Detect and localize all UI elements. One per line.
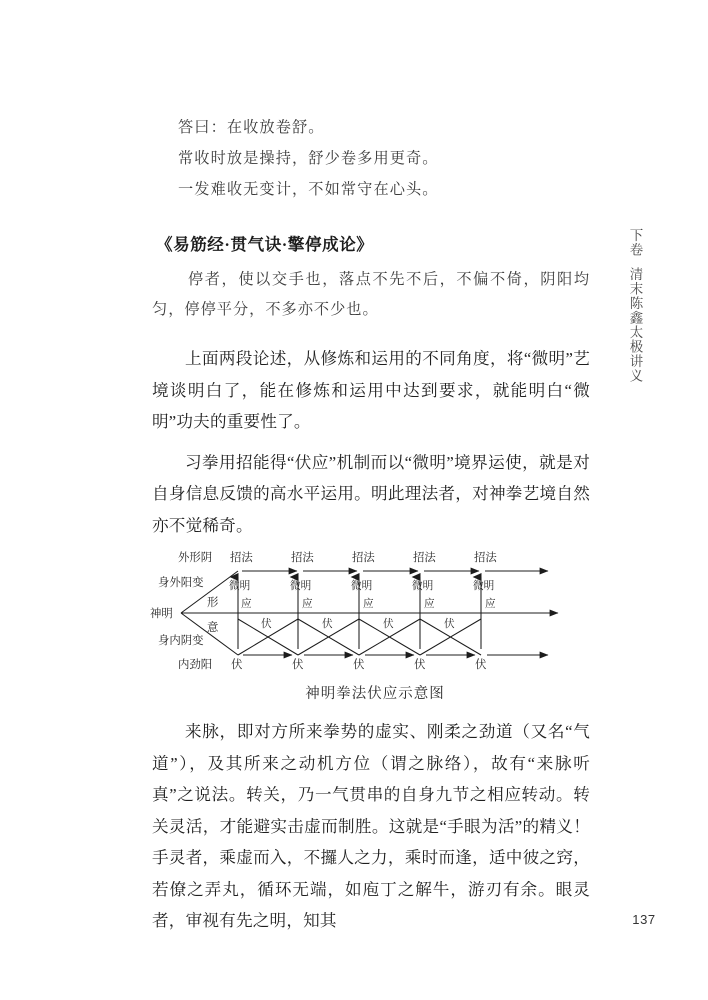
diagram-lower-branch-label: 身内阴变 — [158, 635, 204, 647]
figure-shenming-fuying — [150, 549, 600, 714]
page-number: 137 — [632, 912, 656, 927]
diagram-origin-label: 神明 — [150, 608, 173, 620]
side-running-head-title: 清末陈鑫太极讲义 — [627, 267, 643, 383]
diagram-bottom-node: 伏 — [353, 659, 365, 671]
diagram-top-node: 招法 — [291, 552, 314, 564]
text-column — [152, 112, 590, 541]
diagram-labels — [150, 550, 497, 671]
body-paragraph-1: 上面两段论述，从修炼和运用的不同角度，将“微明”艺境谈明白了，能在修炼和运用中达到要求，就能明白“微明”功夫的重要性了。 — [152, 349, 590, 431]
side-running-head — [618, 228, 652, 383]
side-running-head-volume: 下卷 — [627, 228, 643, 257]
figure-caption: 神明拳法伏应示意图 — [305, 686, 445, 702]
diagram-cross-label: 伏 — [261, 619, 272, 630]
diagram-ying-label: 应 — [363, 599, 374, 610]
diagram-top-node: 招法 — [413, 552, 436, 564]
diagram-cross-label: 伏 — [383, 619, 394, 630]
verse-line-1: 答曰：在收放卷舒。 — [178, 119, 325, 136]
diagram-weiming-label: 微明 — [290, 581, 312, 592]
text-column-lower — [152, 716, 590, 937]
body-paragraph-3: 来脉，即对方所来拳势的虚实、刚柔之劲道（又名“气道”），及其所来之动机方位（谓之脉络），故有“来脉听真”之说法。转关，乃一气贯串的自身九节之相应转动。转关灵活，才能避实击虚而制胜。这就是“手眼为活”的精义！手灵者，乘虚而入，不攞人之力，乘时而逢，适中彼之窍，若僚之弄丸，循环无端，如庖丁之解牛，游刃有余。眼灵者，审视有先之明，知其 — [152, 722, 590, 930]
diagram-cross-label: 伏 — [444, 619, 455, 630]
diagram-weiming-label: 微明 — [351, 581, 373, 592]
section-heading: 《易筋经·贯气诀·擎停成论》 — [156, 235, 374, 254]
diagram-weiming-label: 微明 — [473, 581, 495, 592]
diagram-ying-label: 应 — [302, 599, 313, 610]
section-quote: 停者，使以交手也，落点不先不后，不偏不倚，阴阳均匀，停停平分，不多亦不少也。 — [152, 271, 590, 318]
diagram-bottom-node: 伏 — [292, 659, 304, 671]
diagram-bottom-node: 伏 — [414, 659, 426, 671]
verse-line-2: 常收时放是操持，舒少卷多用更奇。 — [178, 150, 439, 167]
diagram-bottom-node: 伏 — [231, 659, 243, 671]
diagram-lower-branch-mid: 意 — [207, 622, 219, 634]
diagram-top-node: 招法 — [352, 552, 375, 564]
diagram-top-node: 招法 — [474, 552, 497, 564]
verse-block — [152, 112, 590, 205]
diagram-ying-label: 应 — [241, 599, 252, 610]
diagram-bottom-node: 伏 — [475, 659, 487, 671]
diagram-ying-label: 应 — [485, 599, 496, 610]
diagram-top-row-label: 外形阴 — [178, 552, 213, 564]
diagram-weiming-label: 微明 — [412, 581, 434, 592]
diagram-top-node: 招法 — [230, 552, 253, 564]
body-paragraph-2: 习拳用招能得“伏应”机制而以“微明”境界运使，就是对自身信息反馈的高水平运用。明此理法者，对神拳艺境自然亦不觉稀奇。 — [152, 452, 590, 535]
verse-line-3: 一发难收无变计，不如常守在心头。 — [178, 181, 439, 198]
diagram-cross-label: 伏 — [322, 619, 333, 630]
diagram-weiming-label: 微明 — [229, 581, 251, 592]
diagram-svg — [150, 549, 600, 681]
diagram-ying-label: 应 — [424, 599, 435, 610]
diagram-upper-branch-mid: 形 — [207, 597, 219, 609]
diagram-bottom-row-label: 内劲阳 — [178, 659, 213, 671]
diagram-upper-branch-label: 身外阳变 — [158, 577, 204, 589]
